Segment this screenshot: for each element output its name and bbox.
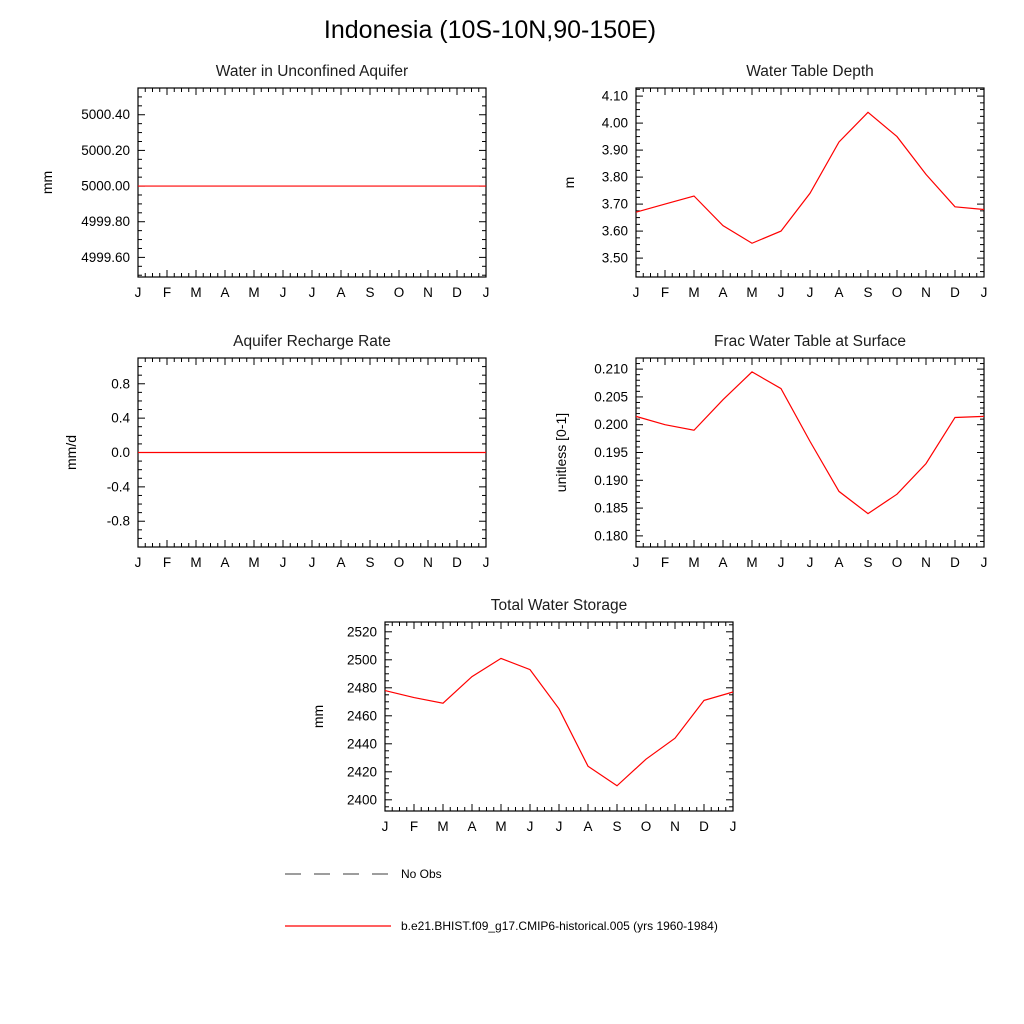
y-axis-label: mm — [39, 170, 55, 195]
x-tick-label: F — [409, 819, 419, 834]
x-tick-label: S — [863, 555, 873, 570]
x-tick-label: O — [891, 285, 903, 300]
y-tick-label: 0.0 — [111, 445, 130, 460]
chart-title: Frac Water Table at Surface — [713, 333, 907, 350]
x-tick-label: N — [423, 555, 433, 570]
chart-title: Aquifer Recharge Rate — [233, 333, 391, 350]
y-tick-label: 3.60 — [601, 223, 628, 239]
x-tick-label: O — [891, 555, 903, 570]
x-tick-label: M — [495, 819, 507, 834]
y-tick-label: -0.8 — [106, 513, 130, 529]
plot-box — [636, 88, 984, 277]
x-tick-label: J — [134, 285, 142, 300]
y-tick-label: 0.180 — [594, 528, 628, 544]
x-tick-label: S — [612, 819, 622, 834]
x-tick-label: M — [190, 555, 202, 570]
x-tick-label: M — [688, 555, 700, 570]
no-obs-line-sample — [284, 871, 392, 877]
y-tick-label: 2400 — [346, 792, 377, 808]
y-tick-label: 0.200 — [594, 417, 628, 433]
y-tick-label: -0.4 — [106, 479, 130, 495]
x-tick-label: S — [863, 285, 873, 300]
x-tick-label: N — [423, 285, 433, 300]
x-tick-label: F — [660, 285, 670, 300]
y-tick-label: 4.10 — [601, 88, 628, 104]
chart-aquifer-recharge-rate — [8, 326, 508, 578]
x-tick-label: D — [699, 819, 709, 834]
y-tick-label: 5000.40 — [81, 107, 130, 123]
chart-total-water-storage — [255, 590, 755, 842]
x-tick-label: A — [718, 555, 728, 570]
y-tick-label: 2520 — [346, 624, 377, 640]
x-tick-label: A — [336, 285, 346, 300]
y-tick-label: 4999.60 — [81, 249, 130, 265]
chart-title: Water Table Depth — [746, 63, 874, 80]
data-series-line — [385, 658, 733, 785]
x-tick-label: J — [279, 555, 287, 570]
data-series-line — [636, 112, 984, 243]
x-tick-label: J — [279, 285, 287, 300]
x-tick-label: J — [632, 555, 640, 570]
x-tick-label: A — [220, 285, 230, 300]
x-tick-label: J — [777, 285, 785, 300]
x-tick-label: M — [746, 555, 758, 570]
y-tick-label: 3.80 — [601, 169, 628, 185]
x-tick-label: J — [980, 555, 988, 570]
x-tick-label: A — [220, 555, 230, 570]
y-axis-label: mm — [310, 704, 326, 729]
plot-box — [636, 358, 984, 547]
x-tick-label: J — [308, 285, 316, 300]
plot-box — [138, 88, 486, 277]
chart-title: Total Water Storage — [490, 597, 628, 614]
data-series-line — [636, 372, 984, 514]
x-tick-label: D — [950, 285, 960, 300]
x-tick-label: J — [980, 285, 988, 300]
chart-frac-water-table-at-surface — [506, 326, 1006, 578]
x-tick-label: S — [365, 555, 375, 570]
figure-title: Indonesia (10S-10N,90-150E) — [323, 16, 657, 44]
model-line-sample — [284, 923, 392, 929]
plot-box — [385, 622, 733, 811]
x-tick-label: A — [467, 819, 477, 834]
x-tick-label: J — [806, 285, 814, 300]
x-tick-label: M — [437, 819, 449, 834]
x-tick-label: A — [583, 819, 593, 834]
y-tick-label: 0.195 — [594, 445, 628, 460]
y-tick-label: 4999.80 — [81, 214, 130, 230]
y-axis-label: unitless [0-1] — [553, 412, 569, 493]
x-tick-label: J — [308, 555, 316, 570]
x-tick-label: D — [452, 555, 462, 570]
x-tick-label: N — [921, 285, 931, 300]
x-tick-label: J — [729, 819, 737, 834]
x-tick-label: A — [336, 555, 346, 570]
x-tick-label: J — [482, 285, 490, 300]
x-tick-label: M — [190, 285, 202, 300]
x-tick-label: F — [162, 555, 172, 570]
y-tick-label: 5000.00 — [81, 178, 130, 194]
x-tick-label: D — [950, 555, 960, 570]
legend-entry-no-obs — [284, 867, 442, 881]
y-axis-label: m — [561, 176, 577, 189]
chart-title: Water in Unconfined Aquifer — [215, 63, 409, 80]
y-tick-label: 0.4 — [111, 410, 130, 426]
y-axis-label: mm/d — [63, 435, 79, 470]
y-tick-label: 2420 — [346, 764, 377, 780]
y-tick-label: 0.210 — [594, 361, 628, 377]
y-tick-label: 2440 — [346, 736, 377, 752]
x-tick-label: J — [632, 285, 640, 300]
legend-entry-model-run — [284, 919, 718, 933]
x-tick-label: O — [393, 555, 405, 570]
chart-water-table-depth — [506, 56, 1006, 308]
y-tick-label: 3.50 — [601, 250, 628, 266]
x-tick-label: A — [834, 555, 844, 570]
x-tick-label: D — [452, 285, 462, 300]
y-tick-label: 5000.20 — [81, 142, 130, 158]
y-tick-label: 0.8 — [111, 376, 130, 392]
y-tick-label: 3.70 — [601, 196, 628, 212]
x-tick-label: F — [660, 555, 670, 570]
y-tick-label: 0.190 — [594, 472, 628, 488]
y-tick-label: 0.185 — [594, 500, 628, 516]
x-tick-label: O — [640, 819, 652, 834]
x-tick-label: A — [718, 285, 728, 300]
legend-label-no-obs: No Obs — [401, 867, 442, 881]
x-tick-label: J — [134, 555, 142, 570]
x-tick-label: N — [921, 555, 931, 570]
x-tick-label: J — [482, 555, 490, 570]
y-tick-label: 2460 — [346, 708, 377, 724]
legend-label-model-run: b.e21.BHIST.f09_g17.CMIP6-historical.005 (yrs 1960-1984) — [401, 919, 718, 933]
y-tick-label: 3.90 — [601, 142, 628, 158]
y-tick-label: 4.00 — [601, 115, 628, 131]
x-tick-label: J — [555, 819, 563, 834]
chart-water-in-unconfined-aquifer — [8, 56, 508, 308]
x-tick-label: A — [834, 285, 844, 300]
x-tick-label: S — [365, 285, 375, 300]
x-tick-label: M — [746, 285, 758, 300]
y-tick-label: 0.205 — [594, 389, 628, 405]
x-tick-label: J — [381, 819, 389, 834]
y-tick-label: 2500 — [346, 652, 377, 668]
x-tick-label: M — [248, 285, 260, 300]
x-tick-label: N — [670, 819, 680, 834]
y-tick-label: 2480 — [346, 680, 377, 696]
x-tick-label: J — [806, 555, 814, 570]
x-tick-label: F — [162, 285, 172, 300]
x-tick-label: M — [688, 285, 700, 300]
x-tick-label: J — [777, 555, 785, 570]
x-tick-label: J — [526, 819, 534, 834]
x-tick-label: M — [248, 555, 260, 570]
x-tick-label: O — [393, 285, 405, 300]
